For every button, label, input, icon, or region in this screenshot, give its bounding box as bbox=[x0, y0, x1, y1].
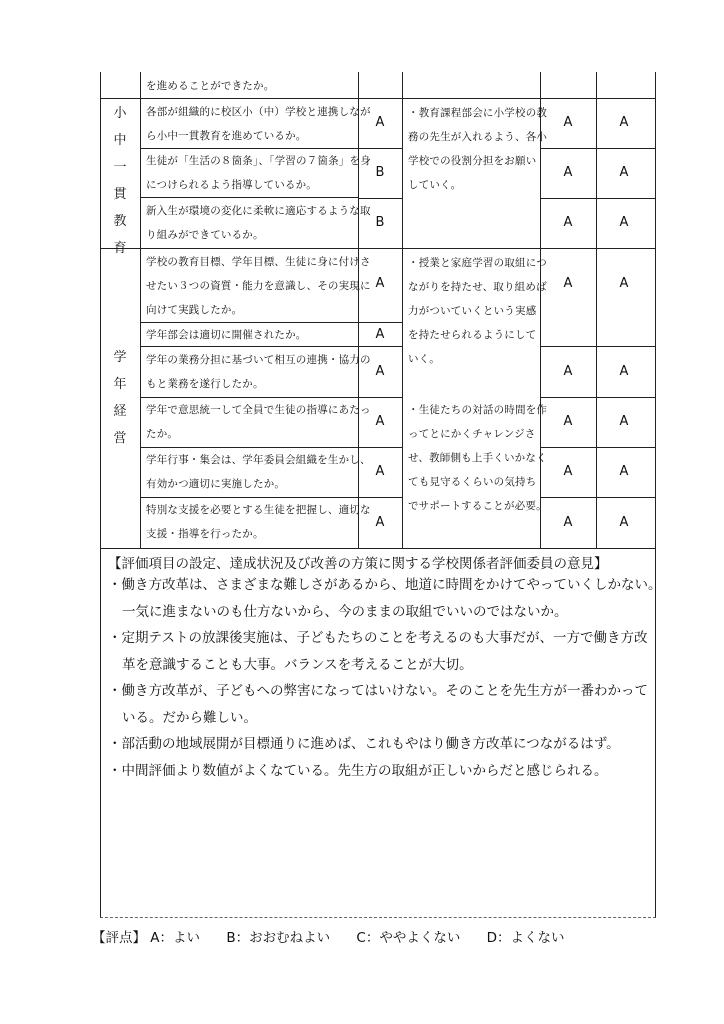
opinion-item: ・部活動の地域展開が目標通りに進めば、これもやはり働き方改革につながるはず。 bbox=[108, 736, 620, 752]
grid-line bbox=[540, 198, 656, 199]
grid-line bbox=[596, 72, 597, 548]
grid-line bbox=[140, 72, 141, 548]
evaluation-item: 学年で意思統一して全員で生徒の指導にあたっ たか。 bbox=[146, 404, 371, 440]
opinion-item: ・定期テストの放課後実施は、子どもたちのことを考えるのも大事だが、一方で働き方改 革を意識することも大事。バランスを考えることが大切。 bbox=[108, 630, 648, 673]
committee-grade: A bbox=[563, 364, 573, 379]
self-grade: A bbox=[375, 464, 385, 479]
committee-grade: A bbox=[619, 276, 629, 291]
legend-d: D：よくない bbox=[486, 930, 565, 946]
committee-grade: A bbox=[619, 464, 629, 479]
self-grade: A bbox=[375, 327, 385, 342]
self-grade: B bbox=[375, 165, 385, 180]
legend-a: A：よい bbox=[150, 930, 201, 946]
self-grade: A bbox=[375, 414, 385, 429]
evaluation-item: 学年部会は適切に開催されたか。 bbox=[146, 329, 307, 341]
grid-line bbox=[402, 72, 403, 548]
committee-grade: A bbox=[619, 414, 629, 429]
evaluation-item: 各部が組織的に校区小（中）学校と連携しなが ら小中一貫教育を進めているか。 bbox=[146, 106, 371, 142]
self-grade: A bbox=[375, 115, 385, 130]
committee-grade: A bbox=[619, 215, 629, 230]
grid-line bbox=[540, 148, 656, 149]
grid-line bbox=[100, 248, 656, 249]
committee-grade: A bbox=[619, 115, 629, 130]
committee-grade: A bbox=[563, 515, 573, 530]
category-label-gakunen: 学 年 経 営 bbox=[113, 350, 127, 446]
committee-grade: A bbox=[563, 115, 573, 130]
grid-line bbox=[140, 197, 358, 198]
committee-grade: A bbox=[563, 215, 573, 230]
grid-line bbox=[540, 346, 656, 347]
committee-grade: A bbox=[563, 276, 573, 291]
committee-grade: A bbox=[563, 464, 573, 479]
self-grade: B bbox=[375, 215, 385, 230]
self-grade: A bbox=[375, 515, 385, 530]
self-grade: A bbox=[375, 276, 385, 291]
opinion-list bbox=[108, 572, 662, 784]
grid-line bbox=[100, 98, 656, 99]
evaluation-item: 新入生が環境の変化に柔軟に適応するような取 り組みができているか。 bbox=[146, 205, 371, 241]
committee-grade: A bbox=[619, 515, 629, 530]
committee-grade: A bbox=[563, 414, 573, 429]
grid-line bbox=[540, 497, 656, 498]
evaluation-item: 特別な支援を必要とする生徒を把握し、適切な 支援・指導を行ったか。 bbox=[146, 504, 371, 540]
legend-c: C：ややよくない bbox=[356, 930, 461, 946]
legend-b: B：おおむねよい bbox=[226, 930, 331, 946]
improvement-comment: ・教育課程部会に小学校の教 務の先生が入れるよう、各小 学校での役割分担をお願い していく。 bbox=[408, 107, 548, 191]
improvement-comment: ・生徒たちの対話の時間を作 ってとにかくチャレンジさ せ、教師側も上手くいかなく ても見守るくらいの気持ち でサポートすることが必要。 bbox=[408, 404, 548, 512]
improvement-comment: ・授業と家庭学習の取組につ ながりを持たせ、取り組めば 力がついていくという実感 を持たせられるようにして いく。 bbox=[408, 257, 547, 365]
opinion-item: ・中間評価より数値がよくなている。先生方の取組が正しいからだと感じられる。 bbox=[108, 762, 608, 779]
self-grade: A bbox=[375, 364, 385, 379]
opinion-section-title: 【評価項目の設定、達成状況及び改善の方策に関する学校関係者評価委員の意見】 bbox=[108, 556, 608, 572]
evaluation-item: 生徒が「生活の８箇条」、「学習の７箇条」を身 につけられるよう指導しているか。 bbox=[146, 155, 371, 191]
evaluation-item: を進めることができたか。 bbox=[146, 80, 275, 92]
grid-line bbox=[540, 447, 656, 448]
grid-line bbox=[540, 397, 656, 398]
opinion-item: ・働き方改革は、さまざまな難しさがあるから、地道に時間をかけてやっていくしかない。 一気に進まないのも仕方ないから、今のままの取組でいいのではないか。 bbox=[108, 577, 662, 620]
committee-grade: A bbox=[619, 364, 629, 379]
evaluation-item: 学年の業務分担に基づいて相互の連携・協力の もと業務を遂行したか。 bbox=[146, 354, 371, 390]
category-label-ikkan: 小 中 一 貫 教 育 bbox=[113, 106, 127, 256]
committee-grade: A bbox=[563, 165, 573, 180]
grading-legend bbox=[92, 926, 587, 946]
evaluation-item: 学年行事・集会は、学年委員会組織を生かし、 有効かつ適切に実施したか。 bbox=[146, 454, 371, 490]
grid-line bbox=[100, 548, 656, 549]
evaluation-item: 学校の教育目標、学年目標、生徒に身に付けさ せたい３つの資質・能力を意識し、その実現に 向けて実践したか。 bbox=[146, 256, 371, 316]
committee-grade: A bbox=[619, 165, 629, 180]
legend-label: 【評点】 bbox=[92, 930, 146, 946]
opinion-item: ・働き方改革が、子どもへの弊害になってはいけない。そのことを先生方が一番わかって いる。だから難しい。 bbox=[108, 683, 648, 726]
